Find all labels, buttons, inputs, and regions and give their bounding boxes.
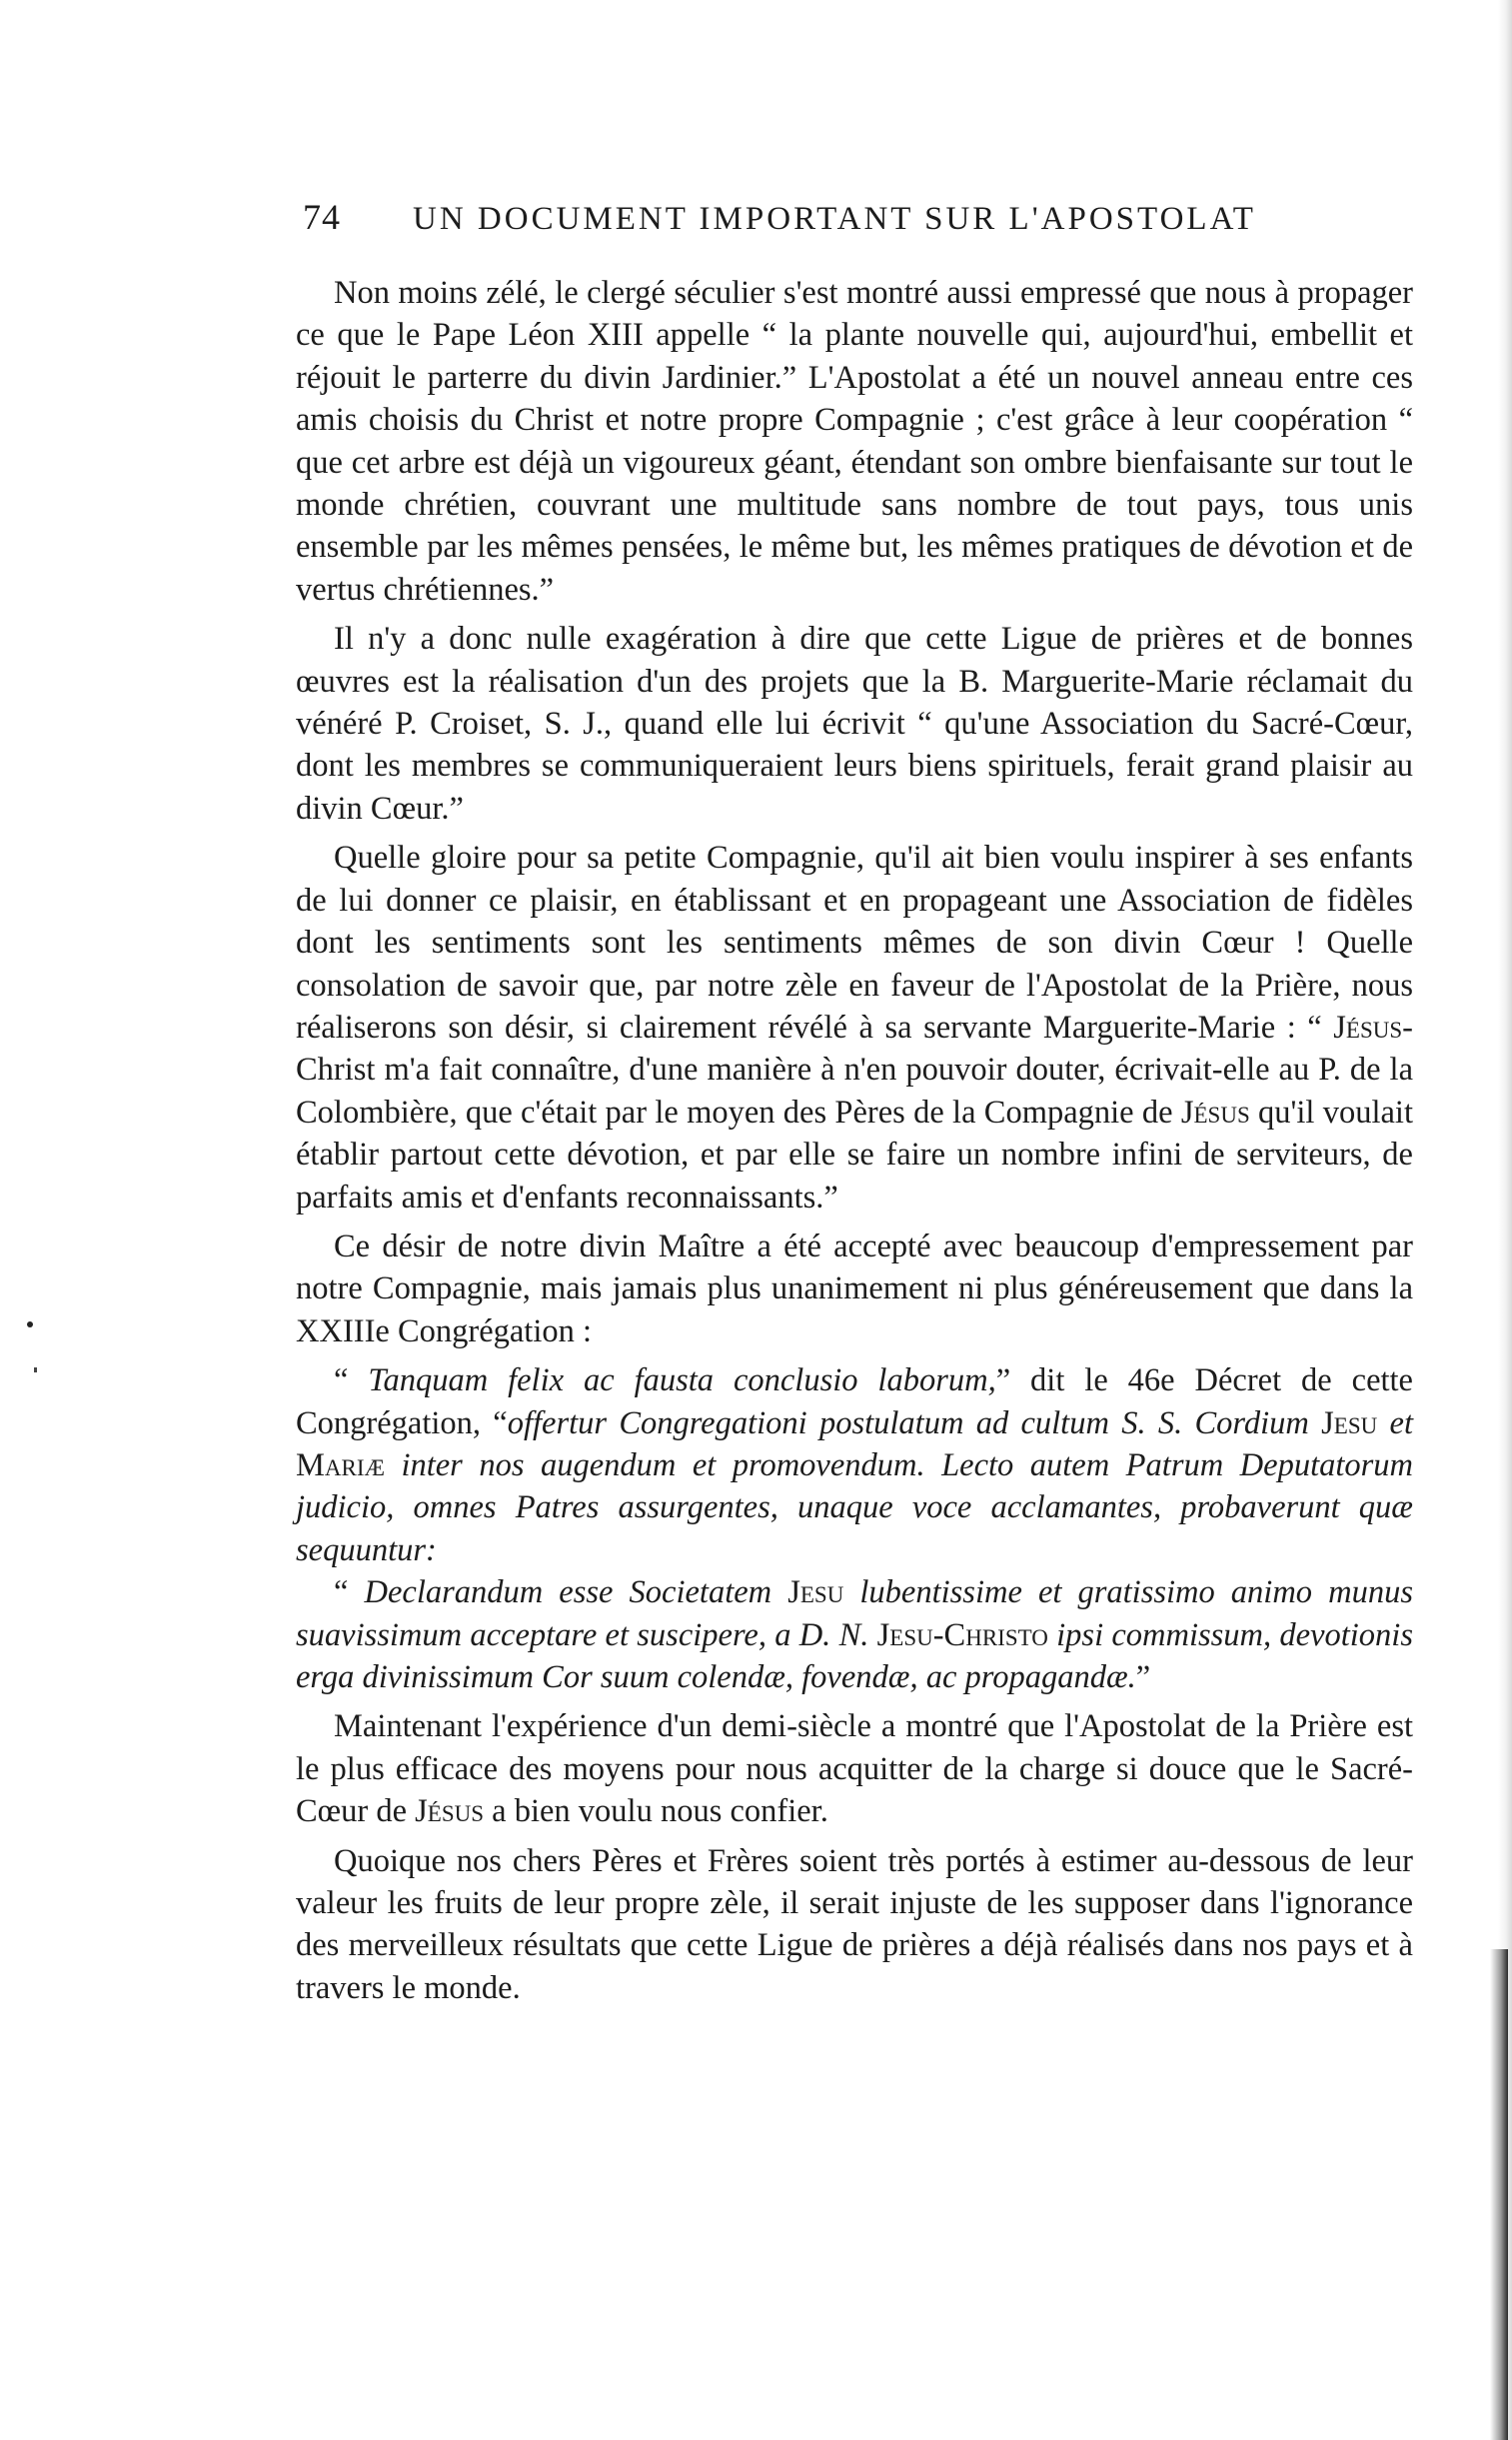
decree-reference: ” dit le 46e Décret de cette Congrégation, “: [296, 1362, 1413, 1441]
paragraph-7-text-a: Maintenant l'expérience d'un demi-siècle a montré que l'Apostolat de la Prière est le plus efficace des moyens pour nous acquitter de la charge si douce que le Sacré-Cœur de: [296, 1708, 1413, 1830]
latin-conjunction: et: [1389, 1404, 1413, 1441]
latin-phrase: offertur Congregationi postulatum ad cultum S. S. Cordium: [507, 1404, 1309, 1441]
name-mariae: Mariæ: [296, 1446, 402, 1483]
quote-open: “: [334, 1362, 369, 1399]
paragraph-4: Ce désir de notre divin Maître a été accepté avec beaucoup d'empressement par notre Compagnie, mais jamais plus unanimement ni plus généreusement que dans la XXIIIe Congrégation :: [296, 1227, 1413, 1349]
latin-decree-quote: [296, 1359, 1413, 1571]
paragraph-3: [296, 837, 1413, 1225]
margin-speck: [34, 1367, 37, 1372]
paragraph-1: Non moins zélé, le clergé séculier s'est montré aussi empressé que nous à propager ce que le Pape Léon XIII appelle “ la plante nouvelle qui, aujourd'hui, embellit et réjouit le parterre du divin Jardinier.” L'Apostolat a été un nouvel anneau entre ces amis choisis du Christ et notre propre Compagnie ; c'est grâce à leur coopération “ que cet arbre est déjà un vigoureux géant, étendant son ombre bienfaisante sur tout le monde chrétien, couvrant une multitude sans nombre de tout pays, tous unis ensemble par les mêmes pensées, le même but, les mêmes pratiques de dévotion et de vertus chrétiennes.”: [296, 275, 1413, 608]
quote-open: “: [334, 1574, 365, 1611]
name-jesus: Jésus: [1333, 1009, 1403, 1046]
name-jesus: Jésus: [1180, 1094, 1250, 1131]
latin-phrase: Tanquam felix ac fausta conclusio laborum,: [368, 1362, 996, 1399]
page-edge-shadow-dark: [1490, 1949, 1508, 2440]
paragraph-3-text-a: Quelle gloire pour sa petite Compagnie, qu'il ait bien voulu inspirer à ses enfants de lui donner ce plaisir, en établissant et en propageant une Association de fidèles dont les sentiments sont les sentiments mêmes de son divin Cœur ! Quelle consolation de savoir que, par notre zèle en faveur de l'Apostolat de la Prière, nous réaliserons son désir, si clairement révélé à sa servante Marguerite-Marie : “: [296, 840, 1413, 1046]
paragraph-3-text-e: qu'il voulait établir partout cette dévotion, et par elle se faire un nombre infini de serviteurs, de parfaits amis et d'enfants reconnaissants.”: [296, 1094, 1413, 1216]
paragraph-7: [296, 1705, 1413, 1839]
paragraph-7-text-c: a bien voulu nous confier.: [484, 1793, 828, 1830]
latin-phrase: Declarandum esse Societatem: [364, 1574, 772, 1611]
name-jesu-christo: Jesu-Christo: [868, 1616, 1057, 1653]
latin-phrase: lubentissime et gratissimo animo munus suavissimum acceptare et suscipere, a D. N.: [296, 1574, 1414, 1653]
body-text: [296, 272, 1413, 2016]
name-jesu: Jesu: [1308, 1404, 1390, 1441]
latin-phrase: ipsi commissum, devotionis erga divinissimum Cor suum colendæ, fovendæ, ac propagandæ.: [296, 1616, 1413, 1695]
name-jesu: Jesu: [771, 1574, 860, 1611]
margin-speck: [27, 1321, 33, 1327]
name-jesus: Jésus: [415, 1793, 485, 1830]
paragraph-2: Il n'y a donc nulle exagération à dire que cette Ligue de prières et de bonnes œuvres est la réalisation d'un des projets que la B. Marguerite-Marie réclamait du vénéré P. Croiset, S. J., quand elle lui écrivit “ qu'une Association du Sacré-Cœur, dont les membres se communiqueraient leurs biens spirituels, ferait grand plaisir au divin Cœur.”: [296, 621, 1413, 827]
quote-close: ”: [1135, 1659, 1151, 1695]
page-number: 74: [303, 197, 341, 237]
paragraph-3-text-c: -Christ m'a fait connaître, d'une manière à n'en pouvoir douter, écrivait-elle au P. de la Colombière, que c'était par le moyen des Pères de la Compagnie de: [296, 1009, 1413, 1131]
latin-phrase: inter nos augendum et promovendum. Lecto autem Patrum Deputatorum judicio, omnes Patres assurgentes, unaque voce acclamantes, probaverunt quæ sequuntur:: [296, 1446, 1413, 1568]
paragraph-8: Quoique nos chers Pères et Frères soient très portés à estimer au-dessous de leur valeur les fruits de leur propre zèle, il serait injuste de les supposer dans l'ignorance des merveilleux résultats que cette Ligue de prières a déjà réalisés dans nos pays et à travers le monde.: [296, 1842, 1413, 2006]
running-head: UN DOCUMENT IMPORTANT SUR L'APOSTOLAT: [413, 201, 1256, 237]
latin-declaration-quote: [296, 1571, 1413, 1705]
page-header: [303, 196, 1342, 238]
